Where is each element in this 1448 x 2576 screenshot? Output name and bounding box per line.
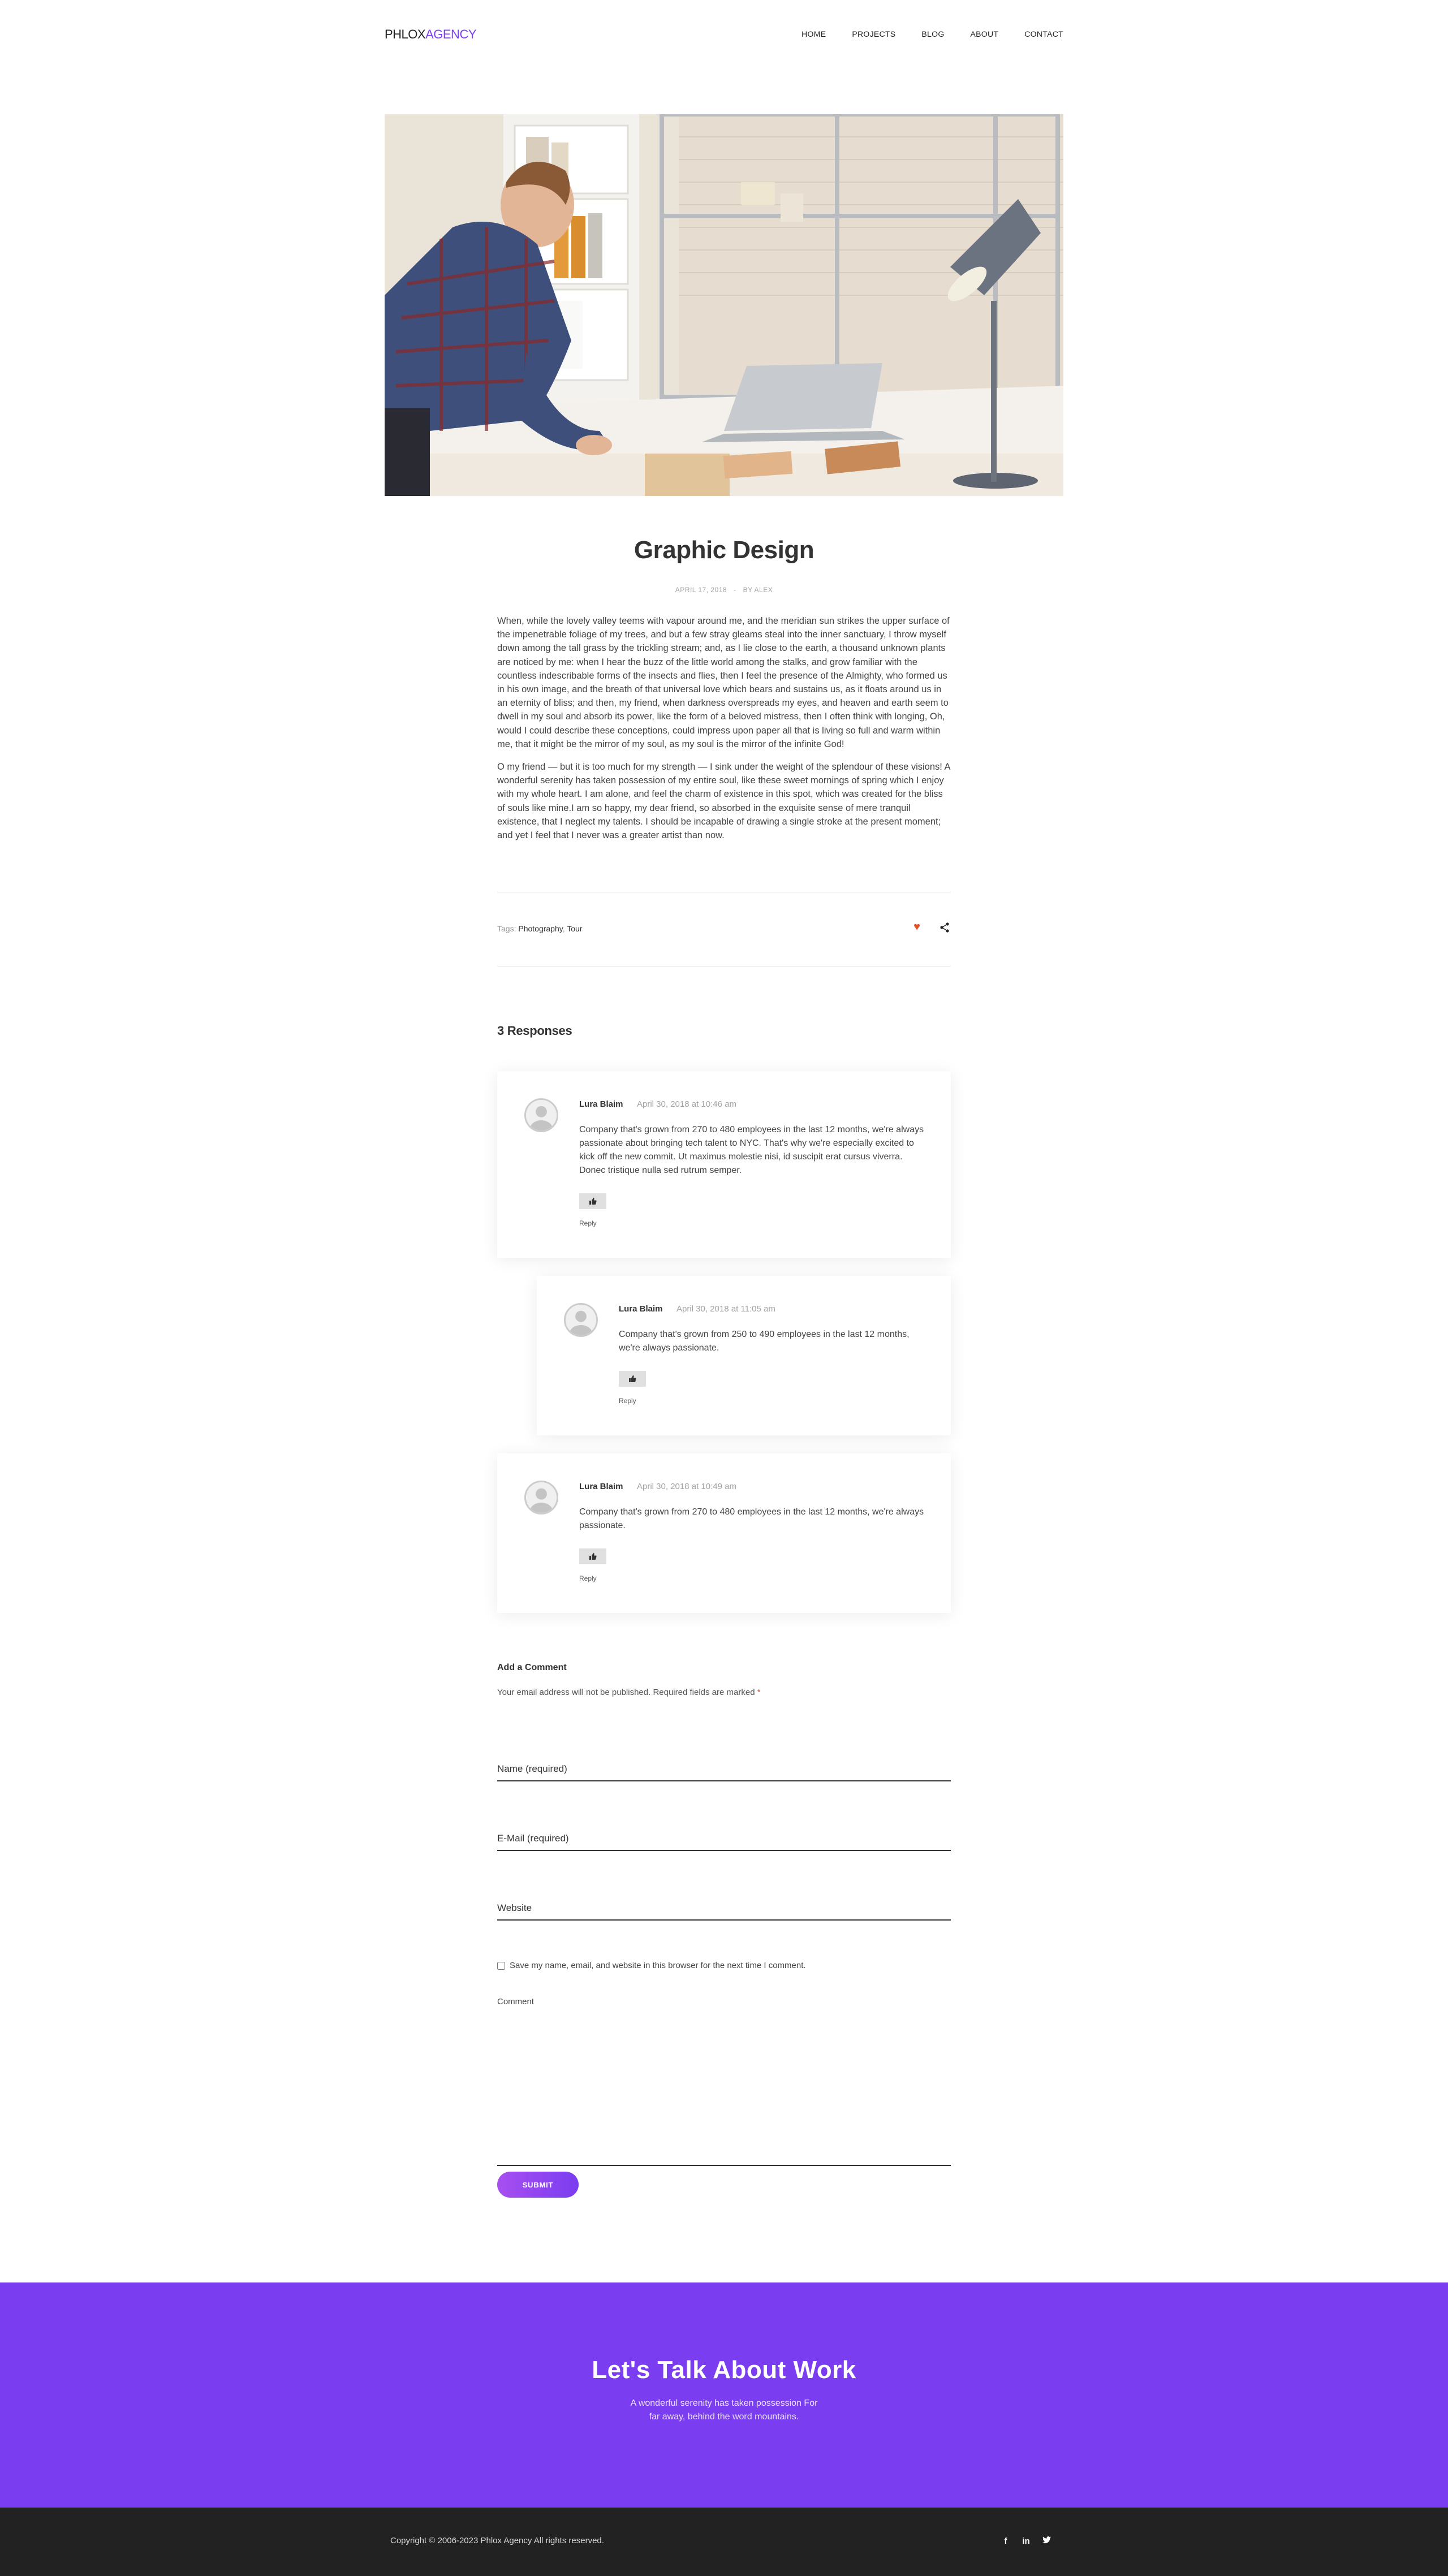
site-logo[interactable] <box>385 27 476 42</box>
post-date[interactable]: APRIL 17, 2018 <box>675 586 727 594</box>
post-meta <box>385 586 1063 594</box>
avatar <box>524 1481 558 1514</box>
save-info-label: Save my name, email, and website in this browser for the next time I comment. <box>510 1961 806 1970</box>
post-paragraph: When, while the lovely valley teems with vapour around me, and the meridian sun strikes the upper surface of the impenetrable foliage of my trees, and but a few stray gleams steal into the inner sanctuary, I throw myself down among the tall grass by the trickling stream; and, as I lie close to the earth, a thousand unknown plants are noticed by me: when I hear the buzz of the little world among the stalks, and grow familiar with the countless indescribable forms of the insects and flies, then I feel the presence of the Almighty, who formed us in his own image, and the breath of that universal love which bears and sustains us, as it floats around us in an eternity of bliss; and then, my friend, when darkness overspreads my eyes, and heaven and earth seem to dwell in my soul and absorb its power, like the form of a beloved mistress, then I often think with longing, Oh, would I could describe these conceptions, could impress upon paper all that is living so full and warm within me, that it might be the mirror of my soul, as my soul is the mirror of the infinite God! <box>497 616 950 749</box>
site-header <box>385 25 1063 45</box>
email-field[interactable] <box>497 1833 951 1851</box>
comment-author[interactable]: Lura Blaim <box>579 1482 623 1491</box>
nav-projects[interactable]: PROJECTS <box>852 29 896 38</box>
meta-separator: - <box>734 586 736 594</box>
comment-text: Company that's grown from 270 to 480 employees in the last 12 months, we're always passionate about bringing tech talent to NYC. That's why we're especially excited to kick off the new commit. Ut maximus molestie nisi, id suscipit erat cursus viverra. Donec tristique nulla sed rutrum semper. <box>579 1125 924 1175</box>
post-featured-image <box>385 114 1063 496</box>
comment-date[interactable]: April 30, 2018 at 11:05 am <box>676 1304 775 1314</box>
comment-author[interactable]: Lura Blaim <box>579 1099 623 1109</box>
main-nav <box>801 29 1063 38</box>
nav-contact[interactable]: CONTACT <box>1024 29 1063 38</box>
linkedin-icon[interactable]: in <box>1022 2536 1030 2546</box>
site-footer <box>0 2508 1448 2576</box>
twitter-icon[interactable] <box>1042 2536 1051 2546</box>
facebook-icon[interactable]: f <box>1004 2536 1007 2546</box>
logo-main: PHLOX <box>385 27 426 41</box>
save-info-checkbox[interactable] <box>497 1962 505 1970</box>
reply-link[interactable]: Reply <box>579 1219 597 1227</box>
comment-like-button[interactable] <box>579 1548 606 1564</box>
cta-subtitle-line: A wonderful serenity has taken possession For <box>630 2398 818 2408</box>
logo-accent: AGENCY <box>425 27 477 41</box>
comment-card <box>497 1071 951 1258</box>
comment-text: Company that's grown from 270 to 480 employees in the last 12 months, we're always passionate. <box>579 1507 924 1530</box>
tag-link[interactable]: Photography <box>518 924 563 933</box>
post-title: Graphic Design <box>634 536 815 564</box>
nav-blog[interactable]: BLOG <box>921 29 945 38</box>
nav-about[interactable]: ABOUT <box>970 29 999 38</box>
save-info-row <box>497 1961 806 1970</box>
thumbs-up-icon <box>589 1197 597 1205</box>
cta-title: Let's Talk About Work <box>592 2356 856 2384</box>
comment-date[interactable]: April 30, 2018 at 10:46 am <box>637 1099 736 1109</box>
comment-textarea[interactable] <box>497 2013 951 2166</box>
cta-subtitle-line: far away, behind the word mountains. <box>649 2412 799 2422</box>
comment-date[interactable]: April 30, 2018 at 10:49 am <box>637 1482 736 1491</box>
copyright-text: Copyright © 2006-2023 Phlox Agency All rights reserved. <box>390 2536 604 2545</box>
form-note <box>497 1688 761 1697</box>
name-field[interactable] <box>497 1763 951 1781</box>
avatar <box>524 1098 558 1132</box>
post-paragraph: O my friend — but it is too much for my strength — I sink under the weight of the splendour of these visions! A wonderful serenity has taken possession of my entire soul, like these sweet mornings of spring which I enjoy with my whole heart. I am alone, and feel the charm of existence in this spot, which was created for the bliss of souls like mine.I am so happy, my dear friend, so absorbed in the exquisite sense of mere tranquil existence, that I neglect my talents. I should be incapable of drawing a single stroke at the present moment; and yet I feel that I never was a greater artist than now. <box>497 762 950 841</box>
submit-button[interactable]: SUBMIT <box>497 2172 579 2198</box>
like-heart-icon[interactable]: ♥ <box>913 921 920 933</box>
comment-card-reply <box>537 1276 951 1435</box>
cta-section <box>0 2282 1448 2508</box>
share-icon[interactable] <box>939 922 950 933</box>
add-comment-title: Add a Comment <box>497 1663 567 1672</box>
comment-card <box>497 1453 951 1613</box>
tag-link[interactable]: Tour <box>567 924 583 933</box>
tag-comma: , <box>562 924 567 933</box>
post-author[interactable]: BY ALEX <box>743 586 773 594</box>
post-content <box>497 614 951 851</box>
post-tags <box>497 924 582 933</box>
comment-label: Comment <box>497 1997 535 2007</box>
comment-like-button[interactable] <box>579 1193 606 1209</box>
nav-home[interactable]: HOME <box>801 29 826 38</box>
social-links <box>1001 2536 1051 2546</box>
avatar <box>564 1303 598 1337</box>
cta-subtitle <box>0 2397 1448 2424</box>
reply-link[interactable]: Reply <box>579 1574 597 1582</box>
thumbs-up-icon <box>589 1552 597 1560</box>
responses-title: 3 Responses <box>497 1024 572 1038</box>
comment-author[interactable]: Lura Blaim <box>619 1304 663 1314</box>
reply-link[interactable]: Reply <box>619 1397 636 1405</box>
required-mark: * <box>757 1688 761 1697</box>
comment-like-button[interactable] <box>619 1371 646 1387</box>
tags-label: Tags: <box>497 924 516 933</box>
form-note-text: Your email address will not be published. Required fields are marked <box>497 1688 755 1697</box>
comment-text: Company that's grown from 250 to 490 employees in the last 12 months, we're always passionate. <box>619 1330 910 1353</box>
website-field[interactable] <box>497 1902 951 1921</box>
thumbs-up-icon <box>628 1375 636 1383</box>
